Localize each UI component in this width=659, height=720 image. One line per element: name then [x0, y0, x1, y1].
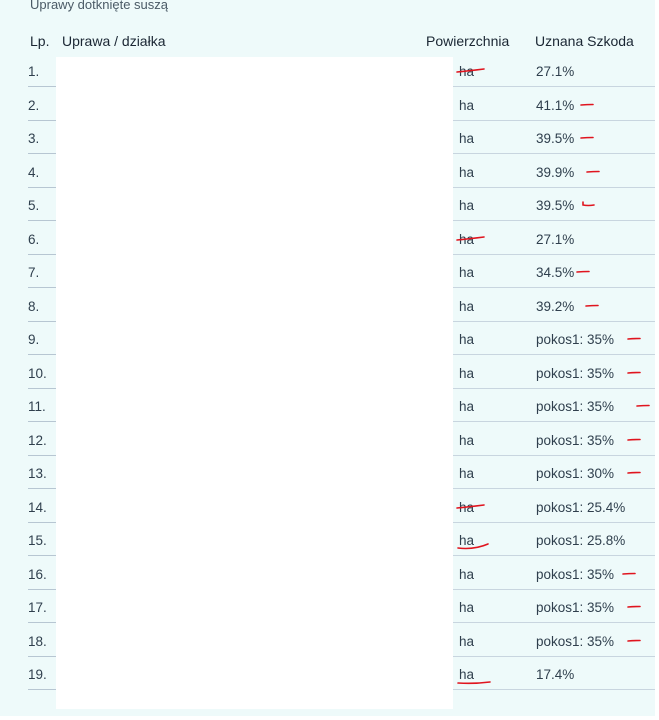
header-damage: Uznana Szkoda	[535, 33, 634, 49]
damage-value: pokos1: 35%	[536, 365, 615, 381]
damage-value: pokos1: 35%	[536, 432, 615, 448]
row-number: 5.	[28, 198, 40, 213]
row-number: 8.	[28, 298, 40, 314]
damage-value: 39.9%	[536, 164, 575, 180]
row-number: 11.	[28, 399, 46, 414]
damage-value: 27.1%	[536, 64, 575, 79]
area-unit: ha	[459, 399, 475, 414]
area-unit: ha	[459, 667, 475, 682]
damage-value: 41.1%	[536, 97, 575, 113]
row-number: 2.	[28, 97, 40, 113]
area-unit: ha	[459, 499, 475, 515]
damage-value: pokos1: 35%	[536, 399, 615, 414]
area-unit: ha	[459, 231, 475, 247]
damage-value: 39.2%	[536, 298, 575, 314]
row-number: 7.	[28, 265, 40, 280]
area-unit: ha	[459, 298, 475, 314]
damage-value: pokos1: 25.8%	[536, 533, 626, 548]
area-unit: ha	[459, 466, 475, 481]
damage-value: 17.4%	[536, 667, 575, 682]
damage-value: pokos1: 35%	[536, 332, 615, 347]
row-number: 14.	[28, 499, 47, 515]
damage-value: pokos1: 35%	[536, 600, 615, 615]
area-unit: ha	[459, 131, 475, 146]
area-unit: ha	[459, 566, 475, 582]
damage-value: 39.5%	[536, 198, 575, 213]
table-header	[0, 29, 655, 51]
section-title: Uprawy dotknięte suszą	[30, 0, 169, 12]
row-number: 17.	[28, 600, 47, 615]
header-area: Powierzchnia	[426, 33, 510, 49]
row-number: 9.	[28, 332, 40, 347]
area-unit: ha	[459, 365, 475, 381]
damage-value: 34.5%	[536, 265, 575, 280]
row-number: 15.	[28, 533, 47, 548]
area-unit: ha	[459, 97, 475, 113]
damage-value: 27.1%	[536, 231, 575, 247]
row-number: 19.	[28, 667, 47, 682]
area-unit: ha	[459, 533, 475, 548]
area-unit: ha	[459, 432, 475, 448]
area-unit: ha	[459, 265, 475, 280]
area-unit: ha	[459, 332, 475, 347]
row-number: 3.	[28, 131, 40, 146]
damage-value: pokos1: 35%	[536, 566, 615, 582]
redacted-crop-column	[56, 57, 453, 709]
area-unit: ha	[459, 64, 475, 79]
row-number: 13.	[28, 466, 47, 481]
row-number: 10.	[28, 365, 47, 381]
header-lp: Lp.	[30, 33, 50, 49]
row-number: 12.	[28, 432, 47, 448]
row-number: 4.	[28, 164, 40, 180]
area-unit: ha	[459, 600, 475, 615]
row-number: 16.	[28, 566, 47, 582]
damage-value: pokos1: 35%	[536, 633, 615, 649]
area-unit: ha	[459, 164, 475, 180]
damage-value: 39.5%	[536, 131, 575, 146]
row-number: 1.	[28, 64, 40, 79]
header-crop: Uprawa / działka	[62, 33, 166, 49]
row-number: 6.	[28, 231, 40, 247]
row-number: 18.	[28, 633, 47, 649]
damage-value: pokos1: 30%	[536, 466, 615, 481]
area-unit: ha	[459, 633, 475, 649]
damage-value: pokos1: 25.4%	[536, 499, 626, 515]
area-unit: ha	[459, 198, 475, 213]
